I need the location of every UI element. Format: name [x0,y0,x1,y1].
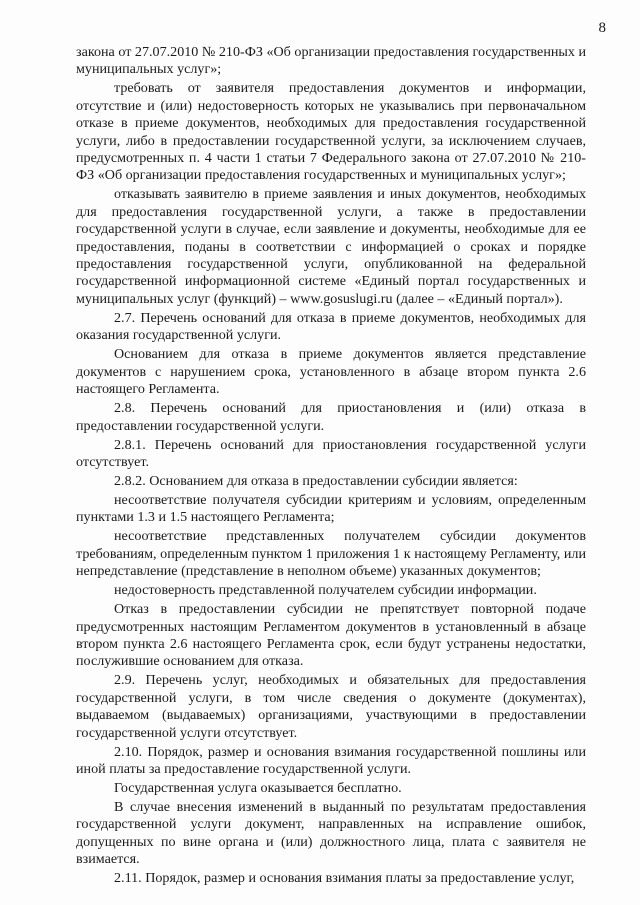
paragraph: 2.8.2. Основанием для отказа в предоставлении субсидии является: [114,472,518,489]
paragraph: закона от 27.07.2010 № 210-ФЗ «Об организации предоставления государственных и муниципальных услуг»; [76,44,586,78]
paragraph: несоответствие получателя субсидии критериям и условиям, определенным пунктами 1.3 и 1.5 настоящего Регламента; [76,491,586,526]
paragraph: 2.8.1. Перечень оснований для приостановления государственной услуги отсутствует. [76,436,586,470]
page-number: 8 [598,20,606,36]
section-heading-2-7: 2.7. Перечень оснований для отказа в приеме документов, необходимых для оказания государственной услуги. [76,309,586,344]
paragraph: Основанием для отказа в приеме документов является представление документов с нарушением срока, установленного в абзаце втором пункта 2.6 настоящего Регламента. [76,346,586,398]
paragraph: В случае внесения изменений в выданный по результатам предоставления государственной услуги документ, направленных на исправление ошибок, допущенных по вине органа и (или) должностного лица, плата с заявителя не взимается. [76,798,586,868]
document-body [76,44,586,889]
section-heading-2-11: 2.11. Порядок, размер и основания взимания платы за предоставление услуг, [114,870,575,887]
paragraph: недостоверность представленной получателем субсидии информации. [114,582,537,599]
section-heading-2-10: 2.10. Порядок, размер и основания взимания государственной пошлины или иной платы за предоставление государственной услуги. [76,743,586,777]
section-heading-2-8: 2.8. Перечень оснований для приостановления и (или) отказа в предоставлении государственной услуги. [76,400,586,434]
paragraph: отказывать заявителю в приеме заявления и иных документов, необходимых для предоставления государственной услуги, а также в предоставлении государственной услуги в случае, если заявление и документы, необходимые для ее предоставления, поданы в соответствии с информацией о сроках и порядке предоставления государственной услуги, опубликованной на федеральной государственной информационной системе «Единый портал государственных и муниципальных услуг (функций) – www.gosuslugi.ru (далее – «Единый портал»). [76,186,586,307]
section-heading-2-9: 2.9. Перечень услуг, необходимых и обязательных для предоставления государственной услуги, в том числе сведения о документе (документах), выдаваемом (выдаваемых) организациями, участвующими в предоставлении государственной услуги отсутствует. [76,672,586,741]
paragraph: требовать от заявителя предоставления документов и информации, отсутствие и (или) недостоверность которых не указывались при первоначальном отказе в приеме документов, необходимых для предоставления государственной услуги, либо в предоставлении государственной услуги, за исключением случаев, предусмотренных п. 4 части 1 статьи 7 Федерального закона от 27.07.2010 № 210-ФЗ «Об организации предоставления государственных и муниципальных услуг»; [76,80,586,184]
paragraph: Государственная услуга оказывается бесплатно. [114,779,402,796]
paragraph: несоответствие представленных получателем субсидии документов требованиям, определенным пунктом 1 приложения 1 к настоящему Регламенту, или непредставление (представление в неполном объеме) указанных документов; [76,528,586,580]
paragraph: Отказ в предоставлении субсидии не препятствует повторной подаче предусмотренных настоящим Регламентом документов в установленный в абзаце втором пункта 2.6 настоящего Регламента срок, если будут устранены недостатки, послужившие основанием для отказа. [76,601,586,670]
